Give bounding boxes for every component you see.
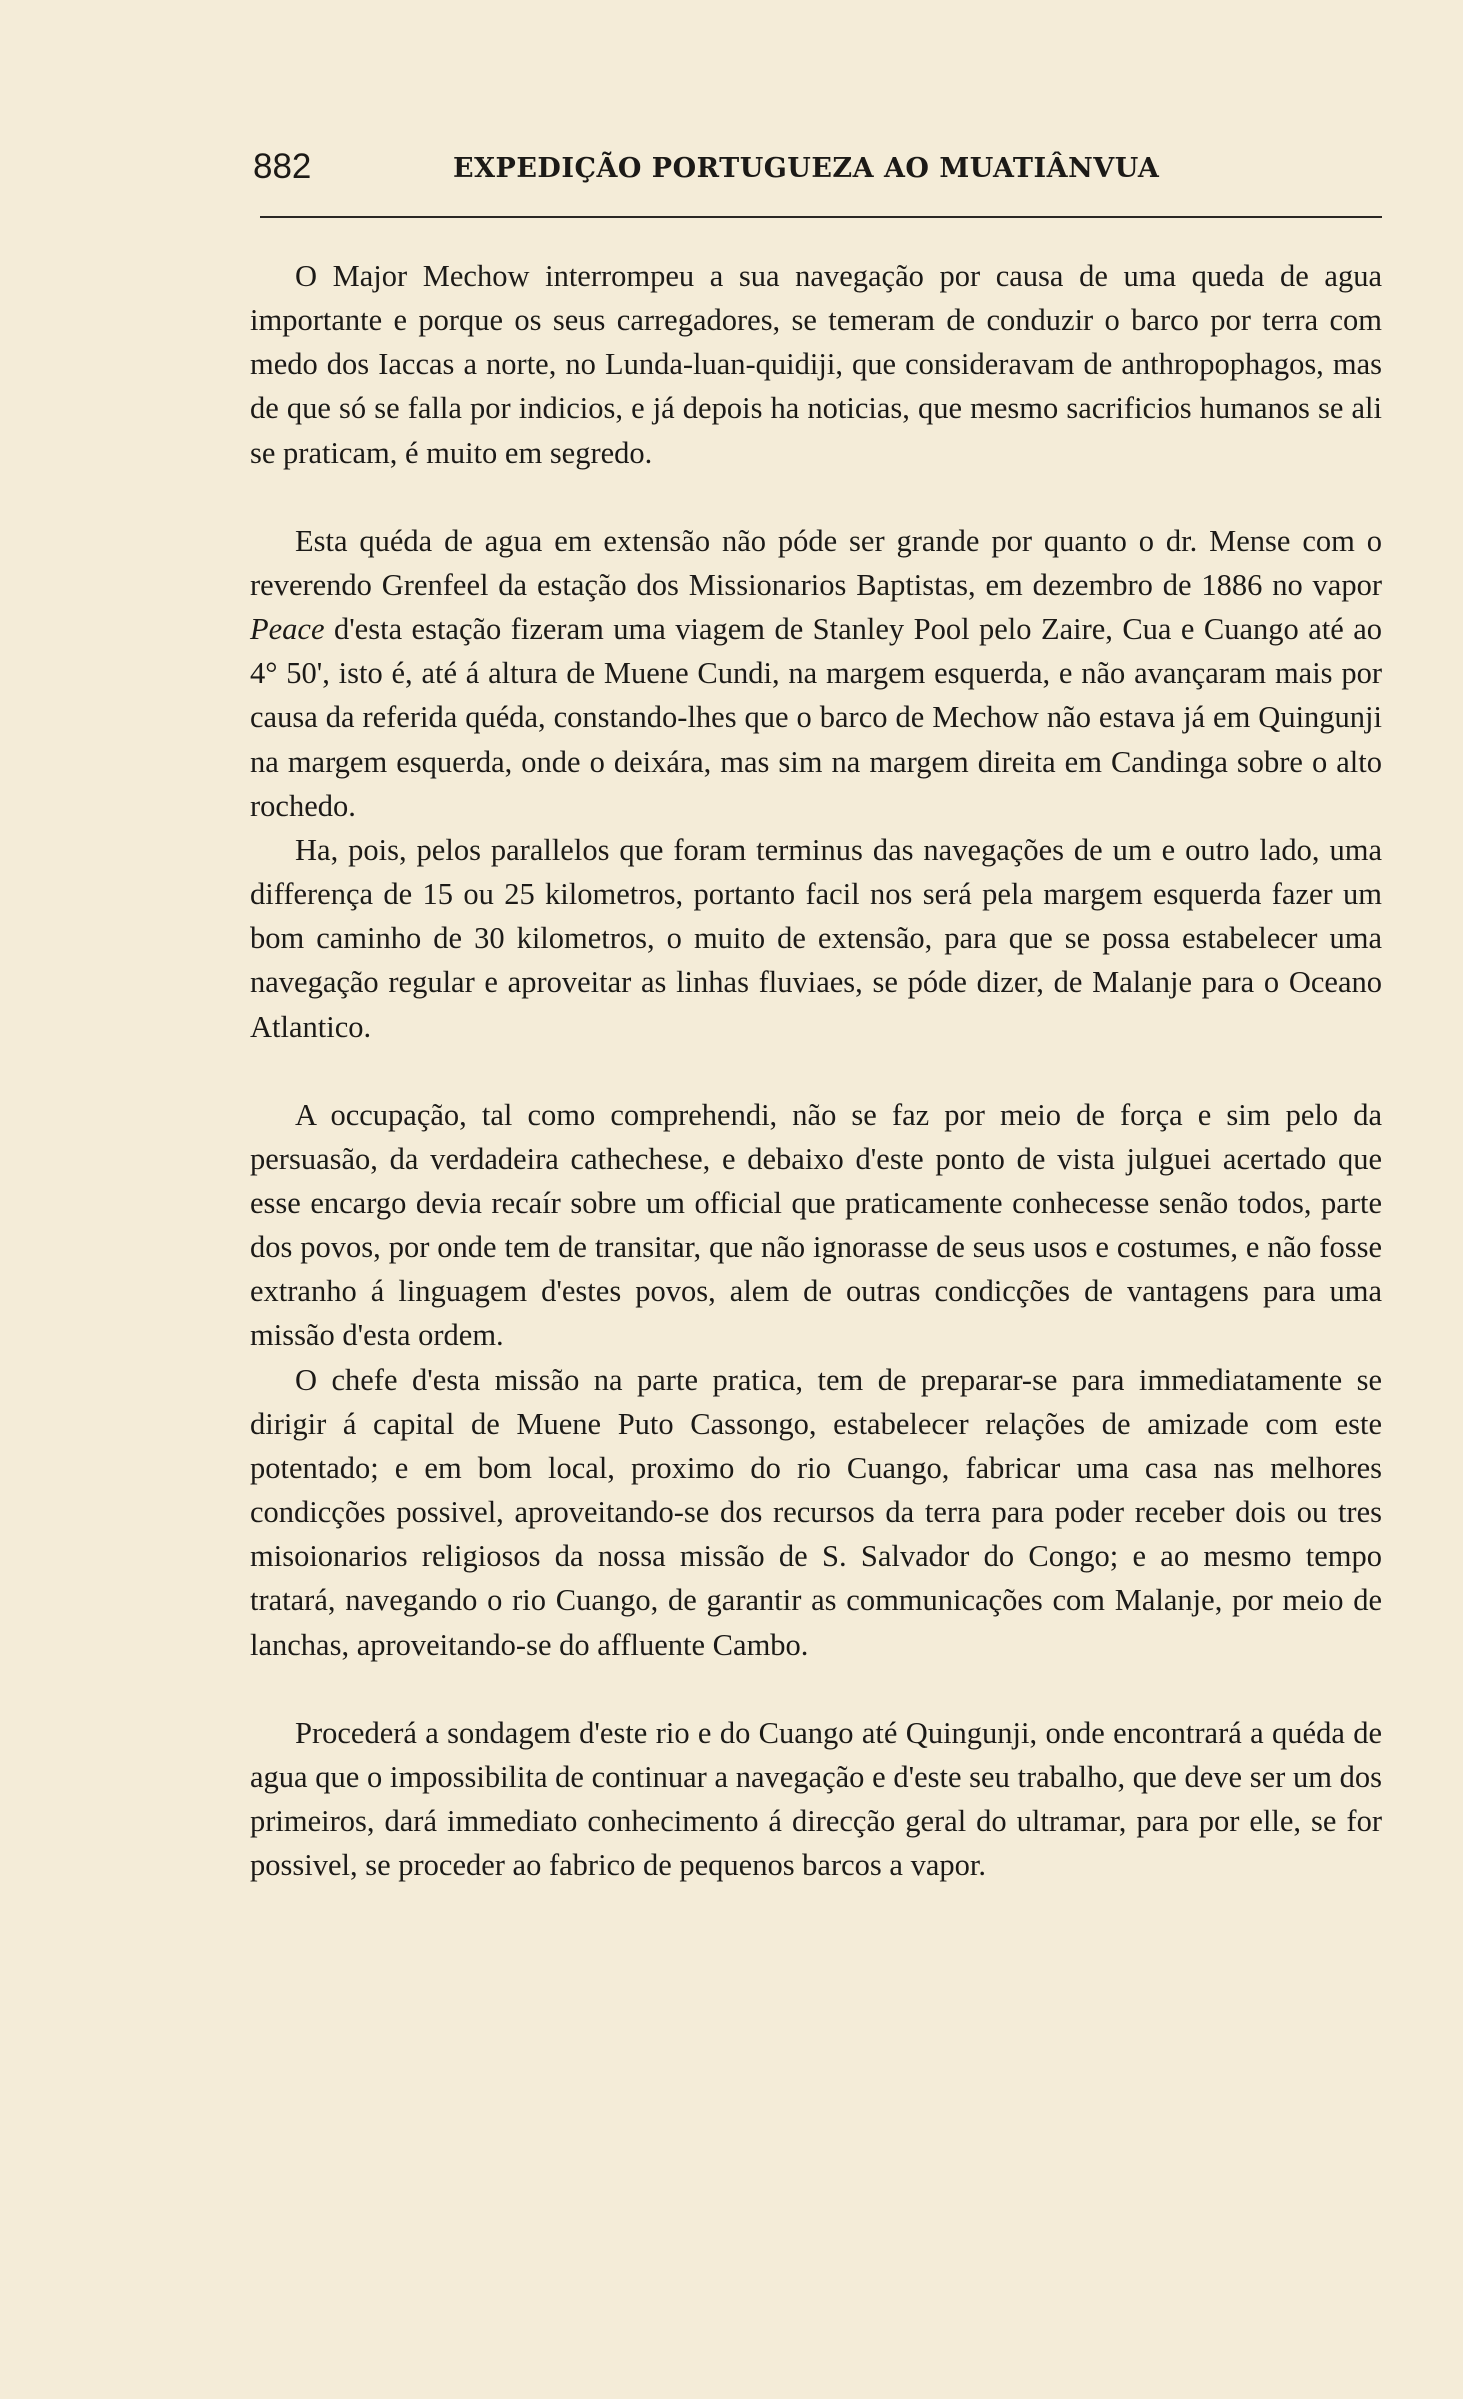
vessel-name-italic: Peace xyxy=(250,612,325,647)
page-number: 882 xyxy=(253,147,312,186)
page-header xyxy=(253,145,1383,201)
paragraph-2 xyxy=(250,519,1382,828)
paragraph-2-text-before: Esta quéda de agua em extensão não póde ser grande por quanto o dr. Mense com o reverendo Grenfeel da estação dos Missionarios Baptistas, em dezembro de 1886 no vapor xyxy=(250,523,1382,602)
paragraph-4: A occupação, tal como comprehendi, não se faz por meio de força e sim pelo da persuasão, da verdadeira cathechese, e debaixo d'este ponto de vista julguei acertado que esse encargo devia recaír sobre um official que praticamente conhecesse senão todos, parte dos povos, por onde tem de transitar, que não ignorasse de seus usos e costumes, e não fosse extranho á linguagem d'estes povos, alem de outras condicções de vantagens para uma missão d'esta ordem. xyxy=(250,1097,1382,1353)
body-text xyxy=(250,254,1382,1887)
paragraph-6: Procederá a sondagem d'este rio e do Cuango até Quingunji, onde encontrará a quéda de agua que o impossibilita de continuar a navegação e d'este seu trabalho, que deve ser um dos primeiros, dará immediato conhecimento á direcção geral do ultramar, para por elle, se for possivel, se proceder ao fabrico de pequenos barcos a vapor. xyxy=(250,1715,1382,1883)
paragraph-5: O chefe d'esta missão na parte pratica, tem de preparar-se para immediatamente se dirigir á capital de Muene Puto Cassongo, estabelecer relações de amizade com este potentado; e em bom local, proximo do rio Cuango, fabricar uma casa nas melhores condicções possivel, aproveitando-se dos recursos da terra para poder receber dois ou tres misoionarios religiosos da nossa missão de S. Salvador do Congo; e ao mesmo tempo tratará, navegando o rio Cuango, de garantir as communicações com Malanje, por meio de lanchas, aproveitando-se do affluente Cambo. xyxy=(250,1362,1382,1662)
paragraph-2-text-after: d'esta estação fizeram uma viagem de Stanley Pool pelo Zaire, Cua e Cuango até ao 4° 50', isto é, até á altura de Muene Cundi, na margem esquerda, e não avançaram mais por causa da referida quéda, constando-lhes que o barco de Mechow não estava já em Quingunji na margem esquerda, onde o deixára, mas sim na margem direita em Candinga sobre o alto rochedo. xyxy=(250,612,1382,823)
paragraph-3: Ha, pois, pelos parallelos que foram terminus das navegações de um e outro lado, uma differença de 15 ou 25 kilometros, portanto facil nos será pela margem esquerda fazer um bom caminho de 30 kilometros, o muito de extensão, para que se possa estabelecer uma navegação regular e aproveitar as linhas fluviaes, se póde dizer, de Malanje para o Oceano Atlantico. xyxy=(250,832,1382,1044)
running-title: EXPEDIÇÃO PORTUGUEZA AO MUATIÂNVUA xyxy=(453,153,1160,184)
header-rule xyxy=(260,216,1382,218)
paragraph-1: O Major Mechow interrompeu a sua navegação por causa de uma queda de agua importante e porque os seus carregadores, se temeram de conduzir o barco por terra com medo dos Iaccas a norte, no Lunda-luan-quidiji, que consideravam de anthropophagos, mas de que só se falla por indicios, e já depois ha noticias, que mesmo sacrificios humanos se ali se praticam, é muito em segredo. xyxy=(250,259,1382,470)
